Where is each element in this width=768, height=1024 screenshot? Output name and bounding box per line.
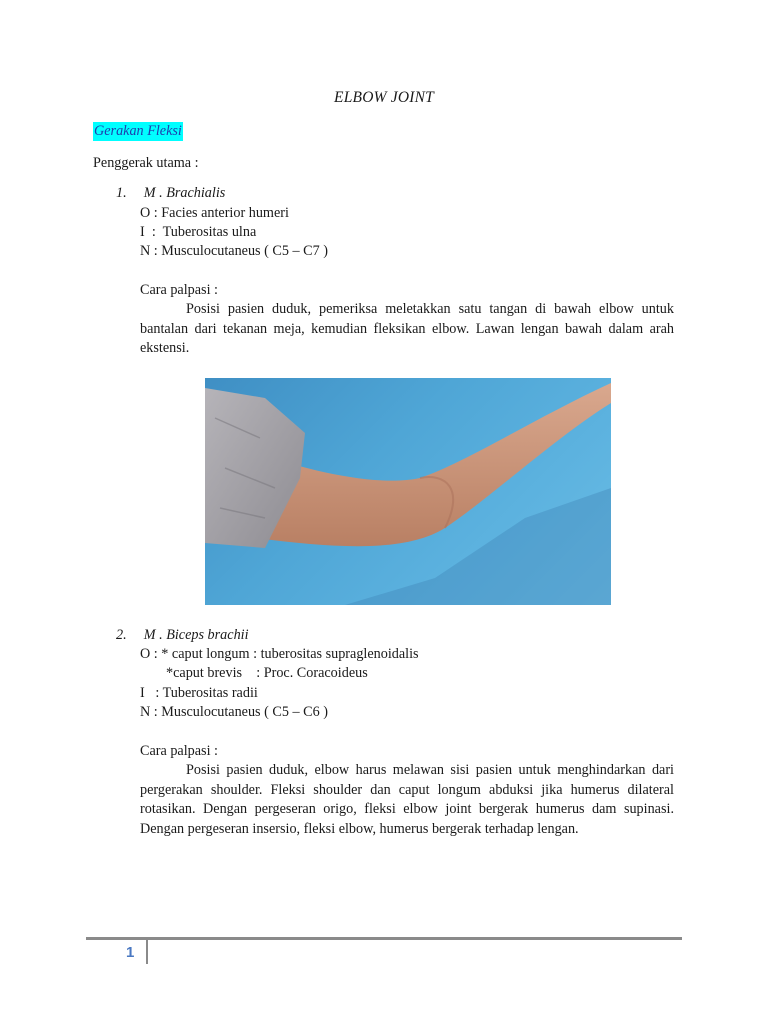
section-heading: Gerakan Fleksi [94,123,182,139]
palpation-paragraph [140,300,674,359]
footer-page-separator [146,940,148,964]
page-title: ELBOW JOINT [334,89,434,106]
item-number: 2. [116,627,127,643]
muscle-name: M . Biceps brachii [143,627,249,643]
item-1-header [116,184,225,203]
nerve-line: N : Musculocutaneus ( C5 – C7 ) [140,243,328,259]
origin-line-2: *caput brevis : Proc. Coracoideus [166,665,368,681]
palpation-paragraph [140,761,674,839]
intro-text: Penggerak utama : [93,155,199,171]
muscle-name: M . Brachialis [143,185,226,201]
item-2-header [116,626,249,645]
insertion-line: I : Tuberositas ulna [140,224,257,240]
palpation-label: Cara palpasi : [140,743,219,759]
origin-line: O : Facies anterior humeri [140,205,289,221]
origin-line: O : * caput longum : tuberositas supraglenoidalis [140,646,419,662]
arm-flexion-photo [205,378,611,605]
item-number: 1. [116,185,127,201]
arm-illustration [205,378,611,605]
nerve-line: N : Musculocutaneus ( C5 – C6 ) [140,704,328,720]
footer-divider [86,937,682,940]
insertion-line: I : Tuberositas radii [140,685,258,701]
palpation-label: Cara palpasi : [140,282,219,298]
palpation-text: Posisi pasien duduk, pemeriksa meletakkan satu tangan di bawah elbow untuk bantalan dari tekanan meja, kemudian fleksikan elbow. Lawan lengan bawah dalam arah ekstensi. [140,301,674,356]
palpation-text: Posisi pasien duduk, elbow harus melawan sisi pasien untuk menghindarkan dari pergerakan shoulder. Fleksi shoulder dan caput longum abduksi jika humerus dilateral rotasikan. Dengan pergeseran origo, fleksi elbow joint bergerak humerus dam supinasi. Dengan pergeseran insersio, fleksi elbow, humerus bergerak terhadap lengan. [140,762,674,837]
page-number: 1 [126,944,135,961]
